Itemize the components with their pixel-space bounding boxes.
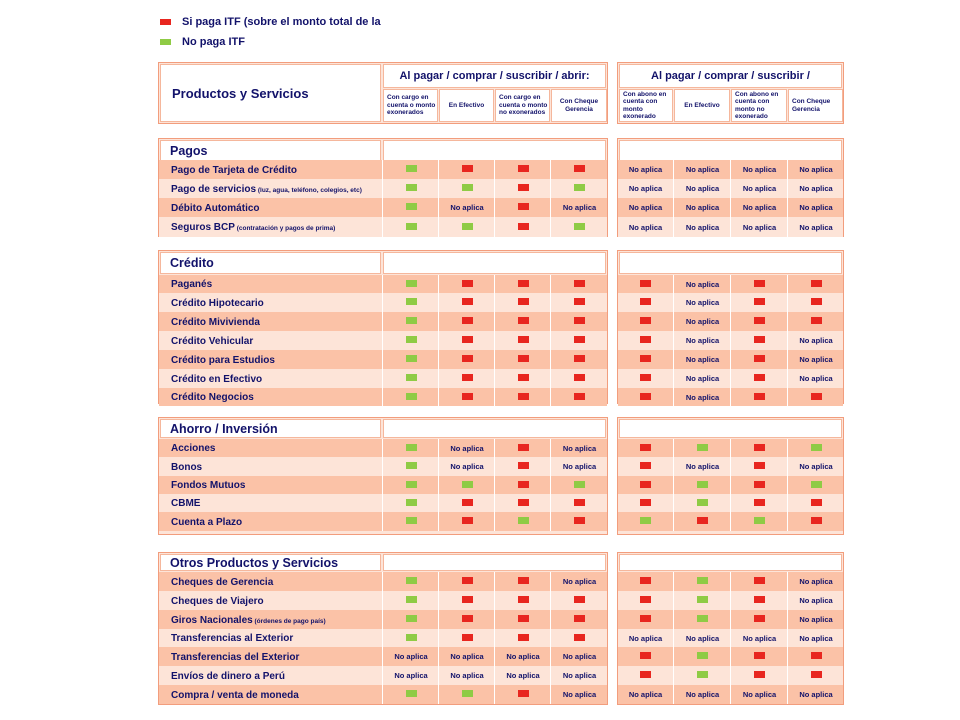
pays-itf-marker: [574, 165, 585, 172]
no-pays-itf-marker: [406, 596, 417, 603]
no-aplica-label: No aplica: [799, 690, 833, 699]
row-label: [171, 355, 275, 367]
legend: [160, 12, 381, 52]
no-pays-itf-marker: [406, 374, 417, 381]
section-header-blank: [619, 252, 842, 274]
pays-itf-marker: [462, 596, 473, 603]
pays-itf-marker: [518, 355, 529, 362]
pays-itf-marker: [754, 444, 765, 451]
column-divider: [550, 275, 551, 406]
pays-itf-marker: [640, 671, 651, 678]
left-column-header: Con cargo en cuenta o monto no exonerados: [495, 89, 550, 122]
section-title: Ahorro / Inversión: [160, 419, 381, 438]
pays-itf-marker: [462, 577, 473, 584]
pays-itf-marker: [574, 596, 585, 603]
pays-itf-marker: [640, 481, 651, 488]
no-aplica-label: No aplica: [685, 355, 720, 364]
no-pays-itf-marker: [697, 652, 708, 659]
no-aplica-label: No aplica: [685, 184, 720, 193]
pays-itf-marker: [640, 317, 651, 324]
pays-itf-marker: [574, 393, 585, 400]
pays-itf-marker: [640, 393, 651, 400]
column-divider: [787, 275, 788, 406]
pays-itf-marker: [754, 280, 765, 287]
no-aplica-label: No aplica: [799, 462, 833, 471]
pays-itf-marker: [462, 374, 473, 381]
pays-itf-marker: [518, 444, 529, 451]
no-aplica-label: No aplica: [799, 355, 833, 364]
row-label-text: Crédito en Efectivo: [171, 373, 263, 385]
column-divider: [382, 439, 383, 531]
table-row: [159, 494, 607, 512]
pays-itf-marker: [754, 615, 765, 622]
section-header-blank: [383, 419, 606, 438]
column-divider: [382, 160, 383, 237]
pays-itf-marker: [518, 499, 529, 506]
table-row: [159, 457, 607, 476]
pays-itf-marker: [754, 393, 765, 400]
row-label: [171, 517, 242, 529]
no-pays-itf-marker: [406, 481, 417, 488]
no-aplica-label: No aplica: [394, 671, 428, 680]
pays-itf-marker: [640, 462, 651, 469]
no-aplica-label: No aplica: [799, 184, 833, 193]
pays-itf-marker: [640, 444, 651, 451]
row-label-text: Transferencias al Exterior: [171, 633, 294, 644]
row-label: [171, 671, 285, 683]
no-aplica-label: No aplica: [685, 298, 720, 307]
no-aplica-label: No aplica: [799, 165, 833, 174]
no-aplica-label: No aplica: [685, 633, 720, 643]
pays-itf-marker: [518, 336, 529, 343]
row-label: [171, 203, 260, 215]
row-label-note: (órdenes de pago país): [252, 617, 326, 625]
section-header-blank: [619, 140, 842, 161]
no-pays-itf-marker: [462, 481, 473, 488]
column-divider: [673, 439, 674, 531]
no-aplica-label: No aplica: [685, 462, 720, 471]
row-label-text: Giros Nacionales: [171, 614, 253, 626]
left-column-header: Con Cheque Gerencia: [551, 89, 607, 122]
row-label-text: Crédito Mivivienda: [171, 316, 260, 328]
pays-itf-marker: [811, 517, 822, 524]
column-divider: [673, 160, 674, 237]
row-label-text: Pago de Tarjeta de Crédito: [171, 164, 297, 176]
no-pays-itf-marker: [697, 577, 708, 584]
no-aplica-label: No aplica: [562, 443, 597, 453]
pays-itf-marker: [754, 462, 765, 469]
pays-itf-marker: [640, 596, 651, 603]
row-label-text: Crédito para Estudios: [171, 354, 275, 366]
pays-itf-marker: [518, 223, 529, 230]
pays-itf-marker: [462, 615, 473, 622]
no-aplica-label: No aplica: [799, 336, 833, 345]
no-aplica-label: No aplica: [562, 671, 597, 680]
column-divider: [438, 572, 439, 704]
pays-itf-marker: [462, 634, 473, 641]
pays-itf-marker: [811, 280, 822, 287]
row-label-text: Compra / venta de moneda: [171, 689, 299, 701]
no-pays-itf-marker: [754, 517, 765, 524]
row-label: [171, 298, 264, 310]
no-aplica-label: No aplica: [450, 203, 484, 212]
no-aplica-label: No aplica: [562, 462, 597, 471]
pays-itf-marker: [640, 615, 651, 622]
no-aplica-label: No aplica: [450, 443, 484, 453]
no-pays-itf-marker: [640, 517, 651, 524]
pays-itf-marker: [574, 517, 585, 524]
no-aplica-label: No aplica: [742, 690, 777, 699]
no-aplica-label: No aplica: [450, 652, 484, 661]
no-aplica-label: No aplica: [450, 462, 484, 471]
pays-itf-marker: [640, 499, 651, 506]
pays-itf-marker: [518, 374, 529, 381]
no-aplica-label: No aplica: [799, 596, 833, 605]
no-pays-itf-marker: [462, 184, 473, 191]
no-aplica-label: No aplica: [628, 222, 663, 232]
row-label: [171, 222, 335, 235]
no-aplica-label: No aplica: [685, 165, 720, 174]
pays-itf-marker: [574, 499, 585, 506]
pays-itf-marker: [754, 671, 765, 678]
no-pays-itf-marker: [406, 393, 417, 400]
no-pays-itf-marker: [406, 615, 417, 622]
no-pays-itf-marker: [406, 317, 417, 324]
column-divider: [438, 275, 439, 406]
green-swatch-icon: [160, 39, 171, 45]
pays-itf-marker: [754, 652, 765, 659]
no-pays-itf-marker: [406, 690, 417, 697]
column-divider: [730, 160, 731, 237]
no-pays-itf-marker: [574, 184, 585, 191]
column-divider: [550, 439, 551, 531]
no-pays-itf-marker: [406, 165, 417, 172]
pays-itf-marker: [697, 517, 708, 524]
no-pays-itf-marker: [406, 336, 417, 343]
column-divider: [494, 572, 495, 704]
no-aplica-label: No aplica: [799, 633, 833, 643]
column-divider: [673, 572, 674, 704]
row-label: [171, 615, 326, 628]
pays-itf-marker: [811, 499, 822, 506]
right-group-header: Al pagar / comprar / suscribir /: [619, 64, 842, 88]
row-label-text: CBME: [171, 498, 201, 509]
section-header-blank: [619, 554, 842, 571]
no-aplica-label: No aplica: [685, 690, 720, 699]
section-header-blank: [383, 554, 606, 571]
column-divider: [494, 439, 495, 531]
no-aplica-label: No aplica: [628, 203, 663, 212]
no-aplica-label: No aplica: [562, 203, 597, 212]
no-pays-itf-marker: [406, 298, 417, 305]
row-label: [171, 596, 264, 608]
column-divider: [550, 572, 551, 704]
legend-label-pays: Si paga ITF (sobre el monto total de la: [182, 16, 381, 28]
column-divider: [438, 160, 439, 237]
no-pays-itf-marker: [406, 355, 417, 362]
column-divider: [787, 439, 788, 531]
pays-itf-marker: [518, 203, 529, 210]
row-label-text: Crédito Vehicular: [171, 335, 254, 347]
pays-itf-marker: [574, 355, 585, 362]
pays-itf-marker: [518, 317, 529, 324]
row-label: [171, 462, 202, 474]
row-label-text: Fondos Mutuos: [171, 480, 246, 491]
no-aplica-label: No aplica: [685, 392, 720, 402]
column-divider: [787, 160, 788, 237]
row-label: [171, 577, 273, 589]
column-divider: [438, 439, 439, 531]
row-label-note: (contratación y pagos de prima): [234, 225, 336, 232]
pays-itf-marker: [462, 517, 473, 524]
no-aplica-label: No aplica: [799, 222, 833, 232]
pays-itf-marker: [754, 499, 765, 506]
section-header-blank: [383, 252, 606, 274]
pays-itf-marker: [640, 298, 651, 305]
column-divider: [730, 275, 731, 406]
no-aplica-label: No aplica: [685, 203, 720, 212]
row-label: [171, 480, 245, 492]
table-title: Productos y Servicios: [160, 64, 381, 122]
pays-itf-marker: [518, 184, 529, 191]
no-aplica-label: No aplica: [742, 222, 777, 232]
no-pays-itf-marker: [406, 517, 417, 524]
legend-item-no-pays: [160, 32, 381, 52]
no-pays-itf-marker: [406, 203, 417, 210]
row-label: [171, 498, 200, 510]
no-pays-itf-marker: [406, 223, 417, 230]
no-aplica-label: No aplica: [799, 615, 833, 624]
pays-itf-marker: [574, 634, 585, 641]
pays-itf-marker: [754, 481, 765, 488]
no-pays-itf-marker: [518, 517, 529, 524]
left-group-header: Al pagar / comprar / suscribir / abrir:: [383, 64, 606, 88]
pays-itf-marker: [574, 317, 585, 324]
pays-itf-marker: [754, 317, 765, 324]
right-column-header: En Efectivo: [674, 89, 730, 122]
legend-label-no-pays: No paga ITF: [182, 36, 245, 48]
pays-itf-marker: [640, 652, 651, 659]
pays-itf-marker: [640, 336, 651, 343]
pays-itf-marker: [754, 298, 765, 305]
pays-itf-marker: [811, 671, 822, 678]
no-aplica-label: No aplica: [562, 652, 597, 661]
no-pays-itf-marker: [811, 444, 822, 451]
no-aplica-label: No aplica: [394, 652, 428, 661]
no-aplica-label: No aplica: [685, 222, 720, 232]
pays-itf-marker: [518, 596, 529, 603]
row-label: [171, 633, 293, 645]
no-aplica-label: No aplica: [506, 671, 540, 680]
no-aplica-label: No aplica: [628, 184, 663, 193]
row-label: [171, 336, 253, 348]
left-column-header: En Efectivo: [439, 89, 494, 122]
pays-itf-marker: [518, 462, 529, 469]
row-label: [171, 374, 262, 386]
no-pays-itf-marker: [462, 223, 473, 230]
no-pays-itf-marker: [697, 499, 708, 506]
pays-itf-marker: [462, 165, 473, 172]
no-aplica-label: No aplica: [742, 165, 777, 174]
no-aplica-label: No aplica: [506, 652, 540, 661]
pays-itf-marker: [811, 317, 822, 324]
no-pays-itf-marker: [811, 481, 822, 488]
pays-itf-marker: [640, 374, 651, 381]
pays-itf-marker: [518, 280, 529, 287]
section-title: Otros Productos y Servicios: [160, 554, 381, 571]
no-pays-itf-marker: [697, 481, 708, 488]
pays-itf-marker: [754, 374, 765, 381]
section-title: Pagos: [160, 140, 381, 161]
no-aplica-label: No aplica: [799, 374, 833, 383]
no-aplica-label: No aplica: [799, 577, 833, 586]
row-label-text: Crédito Negocios: [171, 392, 254, 403]
no-aplica-label: No aplica: [562, 577, 597, 586]
no-aplica-label: No aplica: [742, 203, 777, 212]
pays-itf-marker: [462, 336, 473, 343]
row-label: [171, 184, 362, 197]
no-aplica-label: No aplica: [628, 690, 663, 699]
pays-itf-marker: [574, 336, 585, 343]
pays-itf-marker: [811, 298, 822, 305]
no-pays-itf-marker: [406, 634, 417, 641]
row-label-text: Bonos: [171, 461, 203, 473]
row-label-text: Transferencias del Exterior: [171, 651, 300, 663]
pays-itf-marker: [518, 634, 529, 641]
no-aplica-label: No aplica: [799, 203, 833, 212]
no-aplica-label: No aplica: [685, 317, 720, 326]
table-row: [159, 439, 607, 457]
column-divider: [494, 160, 495, 237]
row-label: [171, 652, 299, 664]
section-header-blank: [619, 419, 842, 438]
pays-itf-marker: [518, 481, 529, 488]
pays-itf-marker: [462, 393, 473, 400]
row-label-text: Crédito Hipotecario: [171, 297, 264, 309]
column-divider: [730, 572, 731, 704]
pays-itf-marker: [518, 393, 529, 400]
no-aplica-label: No aplica: [628, 165, 663, 174]
row-label-text: Cheques de Viajero: [171, 595, 264, 607]
row-label-text: Débito Automático: [171, 202, 260, 214]
row-label-text: Paganés: [171, 279, 213, 290]
pays-itf-marker: [754, 336, 765, 343]
no-aplica-label: No aplica: [742, 184, 777, 193]
no-aplica-label: No aplica: [742, 633, 777, 643]
pays-itf-marker: [462, 298, 473, 305]
right-column-header: Con abono en cuenta con monto exonerado: [619, 89, 673, 122]
row-label-text: Cheques de Gerencia: [171, 576, 274, 588]
no-pays-itf-marker: [697, 615, 708, 622]
no-pays-itf-marker: [697, 596, 708, 603]
no-pays-itf-marker: [462, 690, 473, 697]
pays-itf-marker: [574, 374, 585, 381]
no-pays-itf-marker: [697, 671, 708, 678]
pays-itf-marker: [518, 165, 529, 172]
row-label-text: Envíos de dinero a Perú: [171, 670, 285, 682]
pays-itf-marker: [462, 499, 473, 506]
no-pays-itf-marker: [697, 444, 708, 451]
pays-itf-marker: [640, 577, 651, 584]
no-pays-itf-marker: [574, 223, 585, 230]
no-pays-itf-marker: [406, 280, 417, 287]
row-label-text: Cuenta a Plazo: [171, 516, 243, 528]
row-label-note: (luz, agua, teléfono, colegios, etc): [256, 186, 362, 194]
pays-itf-marker: [518, 615, 529, 622]
no-pays-itf-marker: [406, 577, 417, 584]
row-label: [171, 392, 254, 404]
pays-itf-marker: [462, 355, 473, 362]
no-aplica-label: No aplica: [685, 279, 720, 289]
right-column-header: Con Cheque Gerencia: [788, 89, 843, 122]
pays-itf-marker: [518, 577, 529, 584]
no-pays-itf-marker: [406, 462, 417, 469]
left-column-header: Con cargo en cuenta o monto exonerados: [383, 89, 438, 122]
column-divider: [787, 572, 788, 704]
pays-itf-marker: [574, 298, 585, 305]
no-aplica-label: No aplica: [562, 690, 597, 699]
pays-itf-marker: [462, 317, 473, 324]
no-pays-itf-marker: [574, 481, 585, 488]
pays-itf-marker: [574, 615, 585, 622]
pays-itf-marker: [754, 577, 765, 584]
column-divider: [730, 439, 731, 531]
no-aplica-label: No aplica: [628, 633, 663, 643]
pays-itf-marker: [640, 355, 651, 362]
pays-itf-marker: [518, 298, 529, 305]
no-aplica-label: No aplica: [450, 671, 484, 680]
pays-itf-marker: [754, 355, 765, 362]
pays-itf-marker: [640, 280, 651, 287]
pays-itf-marker: [574, 280, 585, 287]
pays-itf-marker: [518, 690, 529, 697]
section-header-blank: [383, 140, 606, 161]
no-aplica-label: No aplica: [685, 374, 720, 383]
column-divider: [673, 275, 674, 406]
row-label-text: Acciones: [171, 443, 216, 454]
section-title: Crédito: [160, 252, 381, 274]
row-label: [171, 690, 299, 702]
no-pays-itf-marker: [406, 444, 417, 451]
column-divider: [494, 275, 495, 406]
no-aplica-label: No aplica: [685, 336, 720, 345]
pays-itf-marker: [462, 280, 473, 287]
column-divider: [382, 275, 383, 406]
pays-itf-marker: [811, 393, 822, 400]
table-row: [159, 275, 607, 293]
pays-itf-marker: [754, 596, 765, 603]
row-label: [171, 165, 297, 177]
right-column-header: Con abono en cuenta con monto no exonerado: [731, 89, 787, 122]
legend-item-pays: [160, 12, 381, 32]
row-label-text: Pago de servicios: [171, 183, 257, 195]
no-pays-itf-marker: [406, 184, 417, 191]
row-label: [171, 317, 260, 329]
row-label: [171, 279, 212, 291]
row-label: [171, 443, 215, 455]
no-pays-itf-marker: [406, 499, 417, 506]
pays-itf-marker: [811, 652, 822, 659]
row-label-text: Seguros BCP: [171, 222, 235, 233]
column-divider: [382, 572, 383, 704]
red-swatch-icon: [160, 19, 171, 25]
column-divider: [550, 160, 551, 237]
